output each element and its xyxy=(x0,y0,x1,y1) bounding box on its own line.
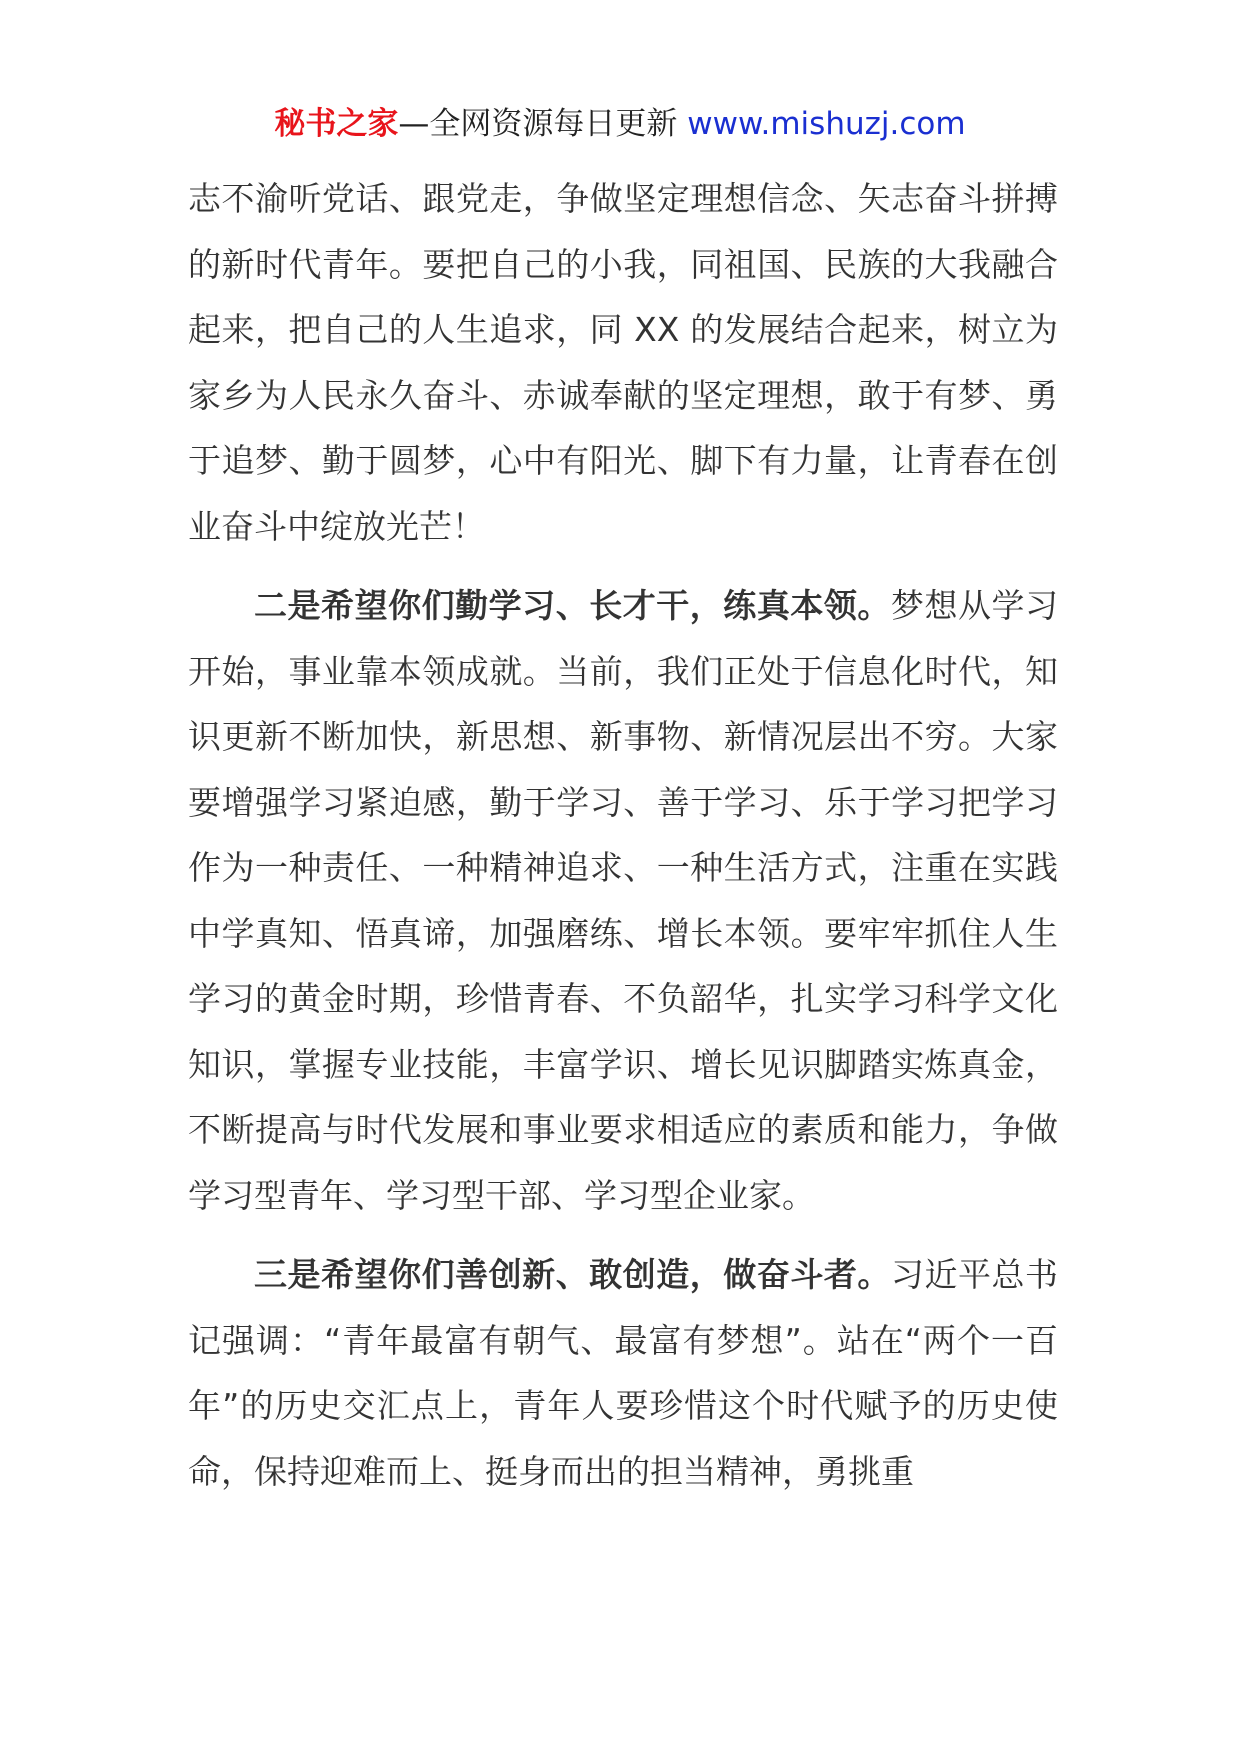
paragraph-continuation xyxy=(188,166,1058,559)
paragraph-text: 习近平总书记强调：“青年最富有朝气、最富有梦想”。站在“两个一百年”的历史交汇点上，青年人要珍惜这个时代赋予的历史使命，保持迎难而上、挺身而出的担当精神，勇挑重 xyxy=(188,1255,1059,1491)
paragraph-text: 志不渝听党话、跟党走，争做坚定理想信念、矢志奋斗拼搏的新时代青年。要把自己的小我，同祖国、民族的大我融合起来，把自己的人生追求，同 XX 的发展结合起来，树立为家乡为人民永久奋斗、赤诚奉献的坚定理想，敢于有梦、勇于追梦、勤于圆梦，心中有阳光、脚下有力量，让青春在创业奋斗中绽放光芒！ xyxy=(188,179,1058,546)
document-body xyxy=(188,166,1058,1504)
header-tagline: —全网资源每日更新 xyxy=(398,106,678,142)
paragraph-lead-heading: 三是希望你们善创新、敢创造，做奋斗者。 xyxy=(254,1255,891,1294)
brand-name: 秘书之家 xyxy=(274,106,399,142)
paragraph-lead-heading: 二是希望你们勤学习、长才干，练真本领。 xyxy=(254,586,891,625)
paragraph-point-two xyxy=(188,573,1058,1228)
paragraph-point-three xyxy=(188,1242,1058,1504)
paragraph-text: 梦想从学习开始，事业靠本领成就。当前，我们正处于信息化时代，知识更新不断加快，新思想、新事物、新情况层出不穷。大家要增强学习紧迫感，勤于学习、善于学习、乐于学习把学习作为一种责任、一种精神追求、一种生活方式，注重在实践中学真知、悟真谛，加强磨练、增长本领。要牢牢抓住人生学习的黄金时期，珍惜青春、不负韶华，扎实学习科学文化知识，掌握专业技能，丰富学识、增长见识脚踏实炼真金，不断提高与时代发展和事业要求相适应的素质和能力，争做学习型青年、学习型干部、学习型企业家。 xyxy=(188,586,1059,1215)
site-url-link[interactable]: www.mishuzj.com xyxy=(687,106,966,142)
site-header xyxy=(0,100,1240,148)
